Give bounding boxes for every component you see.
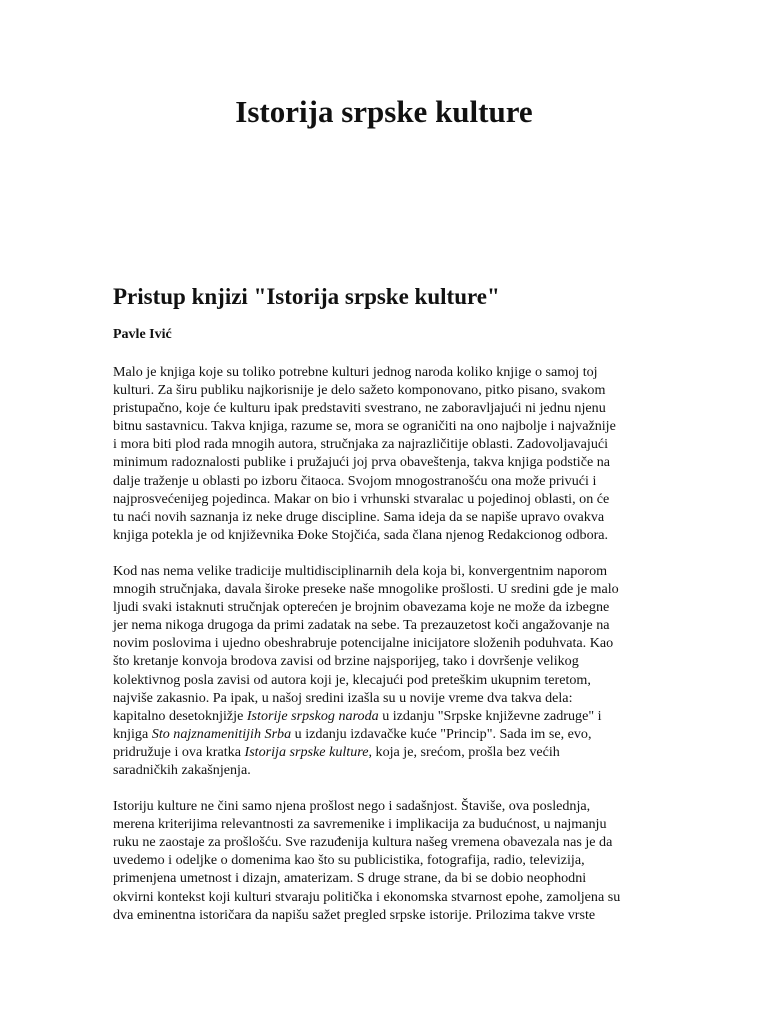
text-line: ljudi svaki istaknuti stručnjak opterećen je brojnim obavezama koje ne može da izbegne bbox=[113, 599, 610, 616]
text-line: jer nema nikoga drugoga da primi zadatak na sebe. Ta prezauzetost koči angažovanje na bbox=[113, 617, 610, 634]
text-line: bitnu sastavnicu. Takva knjiga, razume se, mora se ograničiti na ono najbolje i najvažnije bbox=[113, 418, 616, 435]
text-line: pridružuje i ova kratka Istorija srpske kulture, koja je, srećom, prošla bez većih bbox=[113, 743, 560, 760]
book-title-italic: Istorije srpskog naroda bbox=[246, 707, 379, 724]
text-line: kulturi. Za širu publiku najkorisnije je delo sažeto komponovano, pitko pisano, svakom bbox=[113, 382, 606, 399]
document-title: Istorija srpske kulture bbox=[235, 94, 533, 129]
text-line: tu naći novih saznanja iz neke druge discipline. Sama ideja da se napiše upravo ovakva bbox=[113, 508, 605, 525]
text-line: minimum radoznalosti publike i pružajući joj prva obaveštenja, takva knjiga podstiče na bbox=[113, 454, 611, 471]
body-paragraph bbox=[113, 562, 661, 779]
text-line: najprosvećenijeg pojedinca. Makar on bio i vrhunski stvaralac u pojedinoj oblasti, on će bbox=[113, 490, 610, 507]
body-paragraph bbox=[113, 797, 661, 924]
book-title-italic: Istorija srpske kulture bbox=[244, 743, 369, 760]
text-line: Istoriju kulture ne čini samo njena prošlost nego i sadašnjost. Štaviše, ova poslednja, bbox=[113, 798, 591, 815]
article bbox=[113, 280, 661, 942]
body-paragraph bbox=[113, 363, 661, 544]
text-line: kolektivnog posla zavisi od autora koji je, klecajući pod preteškim ukupnim teretom, bbox=[113, 671, 591, 688]
text-line: uvedemo i odeljke o domenima kao što su publicistika, fotografija, radio, televizija, bbox=[113, 852, 585, 869]
text-line: saradničkih zakašnjenja. bbox=[113, 761, 251, 778]
text-line: primenjena umetnost i dizajn, amaterizam. S druge strane, da bi se dobio neophodni bbox=[113, 870, 587, 887]
text-line: novim poslovima i ujedno obeshrabruje potencijalne inicijatore složenih poduhvata. Kao bbox=[113, 635, 614, 652]
text-line: dalje traženje u oblasti po izboru čitaoca. Svojom mnogostranošću ona može privući i bbox=[113, 472, 597, 489]
text-line: najviše zakasnio. Pa ipak, u našoj sredini izašla su u novije vreme dva takva dela: bbox=[113, 689, 573, 706]
text-line: pristupačno, koje će kulturu ipak predstaviti svestrano, ne zaboravljajući ni jednu njenu bbox=[113, 400, 606, 417]
book-title-italic: Sto najznamenitijih Srba bbox=[151, 725, 292, 742]
text-line: i mora biti plod rada mnogih autora, stručnjaka za najrazličitije oblasti. Zadovoljavajući bbox=[113, 436, 609, 453]
text-line: Malo je knjiga koje su toliko potrebne kulturi jednog naroda koliko knjige o samoj toj bbox=[113, 364, 598, 380]
text-line: merena kriterijima relevantnosti za savremenike i implikacija za budućnost, u najmanju bbox=[113, 816, 607, 833]
text-line: okvirni kontekst koji kulturi stvaraju politička i ekonomska stvarnost epohe, zamoljena su bbox=[113, 888, 621, 905]
text-line: što kretanje konvoja brodova zavisi od brzine najsporijeg, tako i dovršenje velikog bbox=[113, 653, 579, 670]
text-line: dva eminentna istoričara da napišu sažet pregled srpske istorije. Prilozima takve vrste bbox=[113, 906, 596, 923]
article-heading: Pristup knjizi "Istorija srpske kulture" bbox=[113, 284, 500, 309]
text-line: ruku ne zaostaje za prošlošću. Sve razuđenija kultura našeg vremena obavezala nas je da bbox=[113, 834, 613, 851]
text-line: knjiga potekla je od književnika Đoke Stojčića, sada člana njenog Redakcionog odbora. bbox=[113, 526, 609, 543]
text-line: knjiga Sto najznamenitijih Srba u izdanju izdavačke kuće "Princip". Sada im se, evo, bbox=[113, 725, 592, 742]
article-body bbox=[113, 363, 661, 924]
text-line: kapitalno desetoknjižje Istorije srpskog naroda u izdanju "Srpske književne zadruge" i bbox=[113, 707, 602, 724]
text-line: mnogih stručnjaka, davala široke preseke naše mnogolike prošlosti. U sredini gde je malo bbox=[113, 581, 619, 598]
author-name: Pavle Ivić bbox=[113, 327, 172, 342]
text-line: Kod nas nema velike tradicije multidisciplinarnih dela koja bi, konvergentnim naporom bbox=[113, 562, 608, 579]
